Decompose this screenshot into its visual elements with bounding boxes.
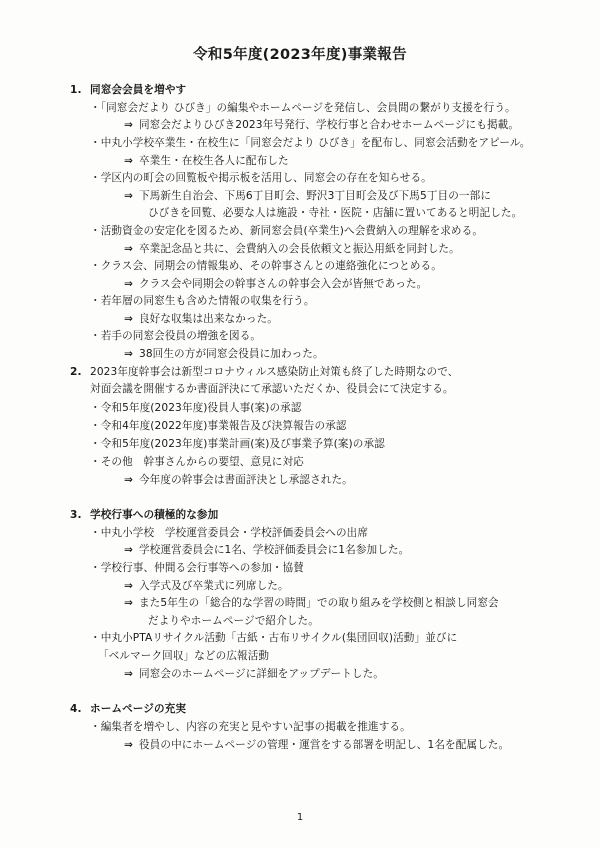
bullet-item: ・中丸小学校 学校運営委員会・学校評価委員会への出席 — [90, 527, 369, 539]
arrow-icon: ⇒ — [124, 597, 133, 609]
bullet-item: ・学区内の町会の回覧板や掲示板を活用し、同窓会の存在を知らせる。 — [90, 172, 432, 184]
section-intro: 2023年度幹事会は新型コロナウィルス感染防止対策も終了した時期なので、 — [90, 366, 459, 378]
result-text: 入学式及び卒業式に列席した。 — [138, 580, 289, 592]
result-text: クラス会や同期会の幹事さんの幹事会入会が皆無であった。 — [138, 278, 428, 290]
section-4-heading — [70, 702, 186, 716]
bullet-item: ・令和5年度(2023年度)役員人事(案)の承認 — [90, 402, 302, 414]
result-line — [124, 118, 519, 132]
arrow-icon: ⇒ — [124, 739, 133, 751]
result-text: 良好な収集は出来なかった。 — [138, 313, 279, 325]
bullet-item: ・クラス会、同期会の情報集め、その幹事さんとの連絡強化につとめる。 — [90, 260, 442, 272]
arrow-icon: ⇒ — [124, 243, 133, 255]
result-line — [124, 242, 460, 256]
section-number: 4. — [70, 703, 82, 715]
result-line — [124, 667, 384, 681]
bullet-item-continued: 「ベルマーク回収」などの広報活動 — [98, 650, 270, 662]
result-text: 同窓会のホームページに詳細をアップデートした。 — [138, 668, 384, 680]
section-title: ホームページの充実 — [90, 703, 187, 715]
result-line — [124, 189, 491, 203]
bullet-item: ・若手の同窓会役員の増強を図る。 — [90, 330, 262, 342]
arrow-icon: ⇒ — [124, 119, 133, 131]
result-line — [124, 277, 427, 291]
arrow-icon: ⇒ — [124, 544, 133, 556]
page-title: 令和5年度(2023年度)事業報告 — [193, 47, 407, 63]
bullet-item: ・「同窓会だより ひびき」の編集やホームページを発信し、会員間の繋がり支援を行う。 — [90, 102, 516, 114]
result-text: 今年度の幹事会は書面評決とし承認された。 — [138, 474, 353, 486]
bullet-item: ・活動資金の安定化を図るため、新同窓会員(卒業生)へ会費納入の理解を求める。 — [90, 225, 484, 237]
arrow-icon: ⇒ — [124, 474, 133, 486]
result-line — [124, 543, 409, 557]
bullet-item: ・若年層の同窓生も含めた情報の収集を行う。 — [90, 295, 315, 307]
section-number: 2. — [70, 366, 82, 378]
result-line — [124, 596, 499, 610]
bullet-item: ・令和4年度(2022年度)事業報告及び決算報告の承認 — [90, 420, 347, 432]
result-line — [124, 738, 509, 752]
result-line — [124, 473, 353, 487]
arrow-icon: ⇒ — [124, 278, 133, 290]
section-intro-continued: 対面会議を開催するか書面評決にて承認いただくか、役員会にて決定する。 — [90, 383, 454, 395]
section-title: 同窓会会員を増やす — [90, 84, 187, 96]
result-text: 同窓会だよりひびき2023年号発行、学校行事と合わせホームページにも掲載。 — [138, 119, 520, 131]
result-line — [124, 579, 289, 593]
bullet-item: ・令和5年度(2023年度)事業計画(案)及び事業予算(案)の承認 — [90, 438, 385, 450]
result-line — [124, 347, 324, 361]
section-3-heading — [70, 508, 218, 522]
arrow-icon: ⇒ — [124, 190, 133, 202]
result-line — [124, 154, 289, 168]
bullet-item: ・学校行事、仲間る会行事等への参加・協賛 — [90, 562, 304, 574]
arrow-icon: ⇒ — [124, 155, 133, 167]
section-2-heading — [70, 365, 458, 379]
result-line — [124, 312, 278, 326]
bullet-item: ・編集者を増やし、内容の充実と見やすい記事の掲載を推進する。 — [90, 721, 411, 733]
result-text: 下馬新生自治会、下馬6丁目町会、野沢3丁目町会及び下馬5丁目の一部に — [138, 190, 492, 202]
section-number: 1. — [70, 84, 82, 96]
result-text-continued: ひびきを回覧、必要な人は施設・寺社・医院・店舗に置いてあると明記した。 — [148, 207, 523, 219]
result-text: また5年生の「総合的な学習の時間」での取り組みを学校側と相談し同窓会 — [138, 597, 499, 609]
section-title: 学校行事への積極的な参加 — [90, 509, 219, 521]
arrow-icon: ⇒ — [124, 668, 133, 680]
bullet-item: ・中丸小学校卒業生・在校生に「同窓会だより ひびき」を配布し、同窓会活動をアピール。 — [90, 137, 531, 149]
bullet-item: ・その他 幹事さんからの要望、意見に対応 — [90, 456, 304, 468]
bullet-item: ・中丸小PTAリサイクル活動「古紙・古布リサイクル(集団回収)活動」並びに — [90, 632, 458, 644]
result-text: 学校運営委員会に1名、学校評価委員会に1名参加した。 — [138, 544, 410, 556]
result-text-continued: だよりやホームページで紹介した。 — [148, 615, 319, 627]
result-text: 卒業生・在校生各人に配布した — [138, 155, 289, 167]
result-text: 38回生の方が同窓会役員に加わった。 — [138, 348, 324, 360]
arrow-icon: ⇒ — [124, 348, 133, 360]
result-text: 役員の中にホームページの管理・運営をする部署を明記し、1名を配属した。 — [138, 739, 510, 751]
section-number: 3. — [70, 509, 82, 521]
page-number: 1 — [296, 812, 304, 823]
section-1-heading — [70, 83, 186, 97]
arrow-icon: ⇒ — [124, 313, 133, 325]
arrow-icon: ⇒ — [124, 580, 133, 592]
result-text: 卒業記念品と共に、会費納入の会長依頼文と振込用紙を同封した。 — [138, 243, 460, 255]
